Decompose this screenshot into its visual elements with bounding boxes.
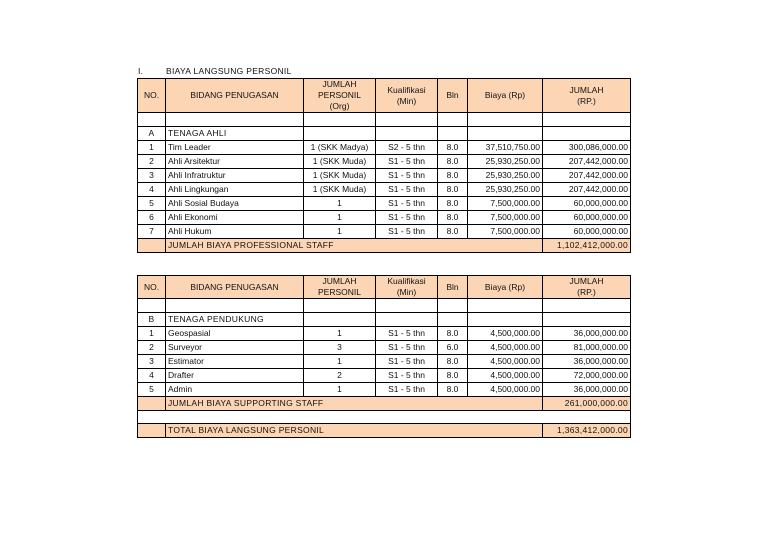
section-row <box>138 313 631 327</box>
row-biaya: 37,510,750.00 <box>468 141 543 155</box>
header-bln: Bln <box>438 79 468 113</box>
row-personil: 1 <box>304 383 376 397</box>
row-biaya: 7,500,000.00 <box>468 225 543 239</box>
row-personil: 3 <box>304 341 376 355</box>
row-bidang: Surveyor <box>166 341 304 355</box>
row-biaya: 4,500,000.00 <box>468 355 543 369</box>
row-jumlah: 36,000,000.00 <box>543 383 631 397</box>
header-jumlah-personil-line2: PERSONIL <box>318 90 361 100</box>
row-bln: 8.0 <box>438 355 468 369</box>
table-row <box>138 383 631 397</box>
row-bln: 6.0 <box>438 341 468 355</box>
subtotal-value: 1,102,412,000.00 <box>543 239 631 253</box>
header-jumlah-personil-line2: PERSONIL <box>318 287 361 297</box>
row-no: 1 <box>138 141 166 155</box>
row-jumlah: 207,442,000.00 <box>543 155 631 169</box>
row-jumlah: 300,086,000.00 <box>543 141 631 155</box>
table-row <box>138 141 631 155</box>
row-bln: 8.0 <box>438 383 468 397</box>
table-row <box>138 197 631 211</box>
row-bln: 8.0 <box>438 197 468 211</box>
section-label: TENAGA AHLI <box>166 127 304 141</box>
row-biaya: 4,500,000.00 <box>468 383 543 397</box>
header-jumlah-line2: (RP.) <box>577 95 596 106</box>
section-label: TENAGA PENDUKUNG <box>166 313 304 327</box>
row-biaya: 25,930,250.00 <box>468 183 543 197</box>
row-kualifikasi: S1 - 5 thn <box>376 341 438 355</box>
table-row <box>138 225 631 239</box>
row-no: 7 <box>138 225 166 239</box>
table-row <box>138 355 631 369</box>
header-jumlah-personil <box>304 276 376 299</box>
header-kualifikasi-line1: Kualifikasi <box>387 276 426 286</box>
subtotal-value: 261,000,000.00 <box>543 397 631 411</box>
row-bln: 8.0 <box>438 327 468 341</box>
section-number: I. <box>138 66 144 76</box>
row-bln: 8.0 <box>438 211 468 225</box>
table-header-row <box>138 276 631 299</box>
row-personil: 1 (SKK Muda) <box>304 183 376 197</box>
header-bln: Bln <box>438 276 468 299</box>
row-no: 4 <box>138 183 166 197</box>
grand-total-label: TOTAL BIAYA LANGSUNG PERSONIL <box>166 424 543 438</box>
row-no: 4 <box>138 369 166 383</box>
header-jumlah-personil-line3: (Org) <box>329 101 350 111</box>
row-no: 6 <box>138 211 166 225</box>
row-jumlah: 36,000,000.00 <box>543 327 631 341</box>
header-biaya: Biaya (Rp) <box>468 276 543 299</box>
row-no: 3 <box>138 169 166 183</box>
row-personil: 1 (SKK Madya) <box>304 141 376 155</box>
subtotal-row <box>138 397 631 411</box>
header-no: NO. <box>138 276 166 299</box>
row-kualifikasi: S1 - 5 thn <box>376 383 438 397</box>
subtotal-row <box>138 239 631 253</box>
row-biaya: 7,500,000.00 <box>468 197 543 211</box>
row-bidang: Ahli Sosial Budaya <box>166 197 304 211</box>
row-personil: 1 <box>304 327 376 341</box>
blank-row <box>138 411 631 424</box>
table-row <box>138 211 631 225</box>
row-kualifikasi: S1 - 5 thn <box>376 197 438 211</box>
header-jumlah-line1: JUMLAH <box>569 84 604 95</box>
header-kualifikasi <box>376 79 438 113</box>
table-row <box>138 155 631 169</box>
grand-total-row <box>138 424 631 438</box>
row-bln: 8.0 <box>438 141 468 155</box>
row-bln: 8.0 <box>438 169 468 183</box>
row-bidang: Ahli Lingkungan <box>166 183 304 197</box>
row-personil: 1 (SKK Muda) <box>304 155 376 169</box>
table-tenaga-pendukung <box>137 275 631 438</box>
header-jumlah <box>543 276 631 299</box>
row-biaya: 4,500,000.00 <box>468 327 543 341</box>
row-bidang: Admin <box>166 383 304 397</box>
row-biaya: 7,500,000.00 <box>468 211 543 225</box>
header-kualifikasi-line2: (Min) <box>396 95 417 106</box>
row-biaya: 4,500,000.00 <box>468 369 543 383</box>
row-bidang: Ahli Infratruktur <box>166 169 304 183</box>
row-personil: 1 <box>304 355 376 369</box>
row-bidang: Estimator <box>166 355 304 369</box>
row-kualifikasi: S2 - 5 thn <box>376 141 438 155</box>
row-kualifikasi: S1 - 5 thn <box>376 155 438 169</box>
header-jumlah-line2: (RP.) <box>577 287 596 297</box>
header-no: NO. <box>138 79 166 113</box>
subtotal-label: JUMLAH BIAYA SUPPORTING STAFF <box>166 397 543 411</box>
row-no: 1 <box>138 327 166 341</box>
header-kualifikasi-line1: Kualifikasi <box>387 84 426 95</box>
row-bln: 8.0 <box>438 225 468 239</box>
header-jumlah-personil-line1: JUMLAH <box>322 276 357 286</box>
row-bln: 8.0 <box>438 155 468 169</box>
row-kualifikasi: S1 - 5 thn <box>376 169 438 183</box>
row-jumlah: 60,000,000.00 <box>543 197 631 211</box>
row-biaya: 4,500,000.00 <box>468 341 543 355</box>
row-personil: 1 <box>304 197 376 211</box>
row-bidang: Drafter <box>166 369 304 383</box>
row-biaya: 25,930,250.00 <box>468 155 543 169</box>
row-jumlah: 207,442,000.00 <box>543 183 631 197</box>
row-biaya: 25,930,250.00 <box>468 169 543 183</box>
table-row <box>138 341 631 355</box>
row-bidang: Ahli Ekonomi <box>166 211 304 225</box>
section-title-text: BIAYA LANGSUNG PERSONIL <box>166 66 292 76</box>
row-personil: 1 (SKK Muda) <box>304 169 376 183</box>
table-row <box>138 327 631 341</box>
row-no: 2 <box>138 155 166 169</box>
row-personil: 1 <box>304 225 376 239</box>
table-tenaga-ahli <box>137 78 631 253</box>
header-jumlah-personil-line1: JUMLAH <box>322 79 357 89</box>
row-bidang: Ahli Hukum <box>166 225 304 239</box>
row-jumlah: 81,000,000.00 <box>543 341 631 355</box>
row-personil: 1 <box>304 211 376 225</box>
row-no: 5 <box>138 383 166 397</box>
blank-row <box>138 299 631 313</box>
row-bln: 8.0 <box>438 369 468 383</box>
section-code: A <box>138 127 166 141</box>
grand-total-value: 1,363,412,000.00 <box>543 424 631 438</box>
row-jumlah: 36,000,000.00 <box>543 355 631 369</box>
header-jumlah <box>543 79 631 113</box>
header-bidang: BIDANG PENUGASAN <box>166 79 304 113</box>
row-kualifikasi: S1 - 5 thn <box>376 369 438 383</box>
header-bidang: BIDANG PENUGASAN <box>166 276 304 299</box>
table-row <box>138 369 631 383</box>
row-bidang: Tim Leader <box>166 141 304 155</box>
header-jumlah-personil <box>304 79 376 113</box>
row-jumlah: 207,442,000.00 <box>543 169 631 183</box>
subtotal-label: JUMLAH BIAYA PROFESSIONAL STAFF <box>166 239 543 253</box>
row-personil: 2 <box>304 369 376 383</box>
row-kualifikasi: S1 - 5 thn <box>376 327 438 341</box>
row-jumlah: 60,000,000.00 <box>543 211 631 225</box>
row-kualifikasi: S1 - 5 thn <box>376 225 438 239</box>
header-kualifikasi <box>376 276 438 299</box>
row-bln: 8.0 <box>438 183 468 197</box>
header-biaya: Biaya (Rp) <box>468 79 543 113</box>
table-row <box>138 169 631 183</box>
row-no: 3 <box>138 355 166 369</box>
row-kualifikasi: S1 - 5 thn <box>376 355 438 369</box>
header-jumlah-line1: JUMLAH <box>569 276 604 286</box>
row-kualifikasi: S1 - 5 thn <box>376 211 438 225</box>
table-row <box>138 183 631 197</box>
section-code: B <box>138 313 166 327</box>
section-title <box>138 66 292 76</box>
row-no: 5 <box>138 197 166 211</box>
row-bidang: Geospasial <box>166 327 304 341</box>
table-header-row <box>138 79 631 113</box>
row-jumlah: 72,000,000.00 <box>543 369 631 383</box>
section-row <box>138 127 631 141</box>
row-jumlah: 60,000,000.00 <box>543 225 631 239</box>
row-bidang: Ahli Arsitektur <box>166 155 304 169</box>
header-kualifikasi-line2: (Min) <box>396 287 417 297</box>
row-kualifikasi: S1 - 5 thn <box>376 183 438 197</box>
blank-row <box>138 113 631 127</box>
row-no: 2 <box>138 341 166 355</box>
